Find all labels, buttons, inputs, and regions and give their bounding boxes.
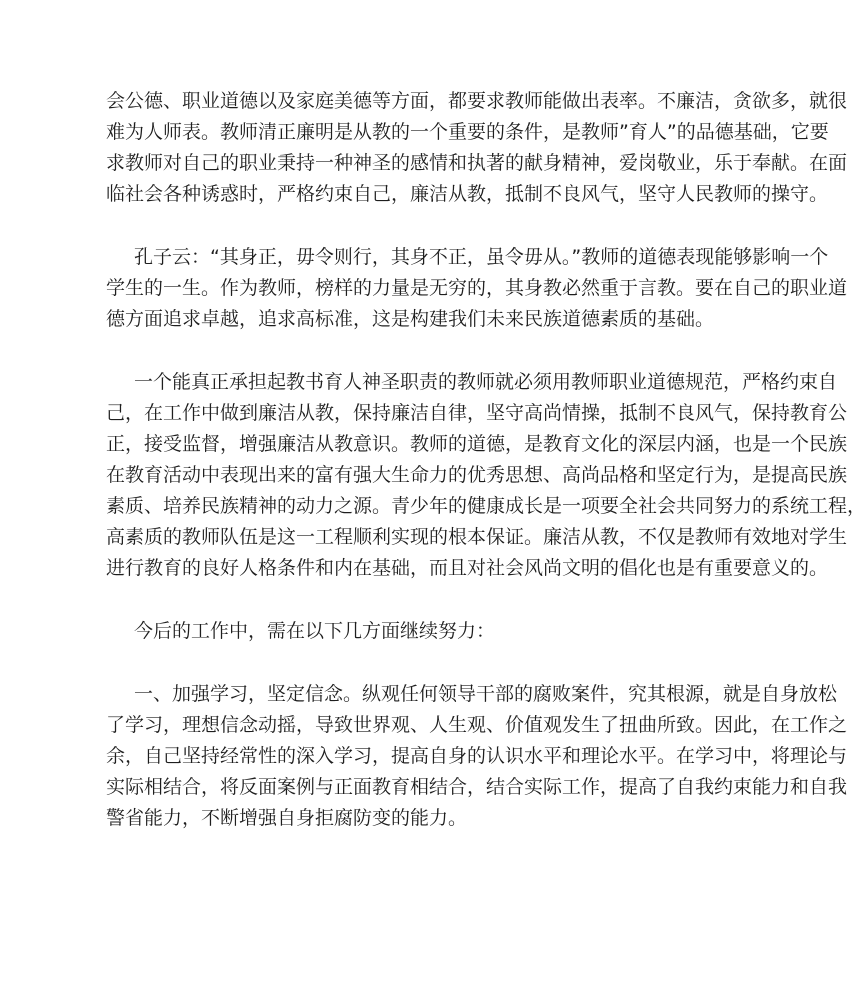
text-line: 素质、培养民族精神的动力之源。青少年的健康成长是一项要全社会共同努力的系统工程， (106, 495, 866, 517)
text-line: 临社会各种诱惑时，严格约束自己，廉洁从教，抵制不良风气，坚守人民教师的操守。 (106, 183, 829, 205)
paragraph (106, 242, 848, 335)
text-line: 求教师对自己的职业秉持一种神圣的感情和执著的献身精神，爱岗敬业，乐于奉献。在面 (106, 152, 848, 174)
text-line: 实际相结合，将反面案例与正面教育相结合，结合实际工作，提高了自我约束能力和自我 (106, 776, 848, 798)
text-line: 难为人师表。教师清正廉明是从教的一个重要的条件，是教师”育人”的品德基础，它要 (106, 121, 829, 143)
text-line: 警省能力，不断增强自身拒腐防变的能力。 (106, 807, 468, 829)
text-line: 在教育活动中表现出来的富有强大生命力的优秀思想、高尚品格和坚定行为，是提高民族 (106, 464, 848, 486)
text-line: 会公德、职业道德以及家庭美德等方面，都要求教师能做出表率。不廉洁，贪欲多，就很 (106, 90, 848, 112)
text-line: 了学习，理想信念动摇，导致世界观、人生观、价值观发生了扭曲所致。因此，在工作之 (106, 714, 848, 736)
paragraph (106, 616, 736, 647)
text-line: 今后的工作中，需在以下几方面继续努力： (134, 620, 496, 642)
text-line: 德方面追求卓越，追求高标准，这是构建我们未来民族道德素质的基础。 (106, 308, 715, 330)
text-line: 正，接受监督，增强廉洁从教意识。教师的道德，是教育文化的深层内涵，也是一个民族 (106, 433, 848, 455)
text-line: 余，自己坚持经常性的深入学习，提高自身的认识水平和理论水平。在学习中，将理论与 (106, 745, 848, 767)
document-page (106, 86, 866, 866)
text-line: 己，在工作中做到廉洁从教，保持廉洁自律，坚守高尚情操，抵制不良风气，保持教育公 (106, 402, 848, 424)
paragraph (106, 367, 866, 584)
text-line: 高素质的教师队伍是这一工程顺利实现的根本保证。廉洁从教，不仅是教师有效地对学生 (106, 526, 848, 548)
text-line: 学生的一生。作为教师，榜样的力量是无穷的，其身教必然重于言教。要在自己的职业道 (106, 277, 848, 299)
text-line: 一个能真正承担起教书育人神圣职责的教师就必须用教师职业道德规范，严格约束自 (134, 371, 838, 393)
paragraph (106, 679, 848, 834)
text-line: 进行教育的良好人格条件和内在基础，而且对社会风尚文明的倡化也是有重要意义的。 (106, 557, 829, 579)
text-line: 孔子云：“其身正，毋令则行，其身不正，虽令毋从。”教师的道德表现能够影响一个 (134, 246, 829, 268)
text-line: 一、加强学习，坚定信念。纵观任何领导干部的腐败案件，究其根源，就是自身放松 (134, 683, 838, 705)
paragraph (106, 86, 848, 210)
